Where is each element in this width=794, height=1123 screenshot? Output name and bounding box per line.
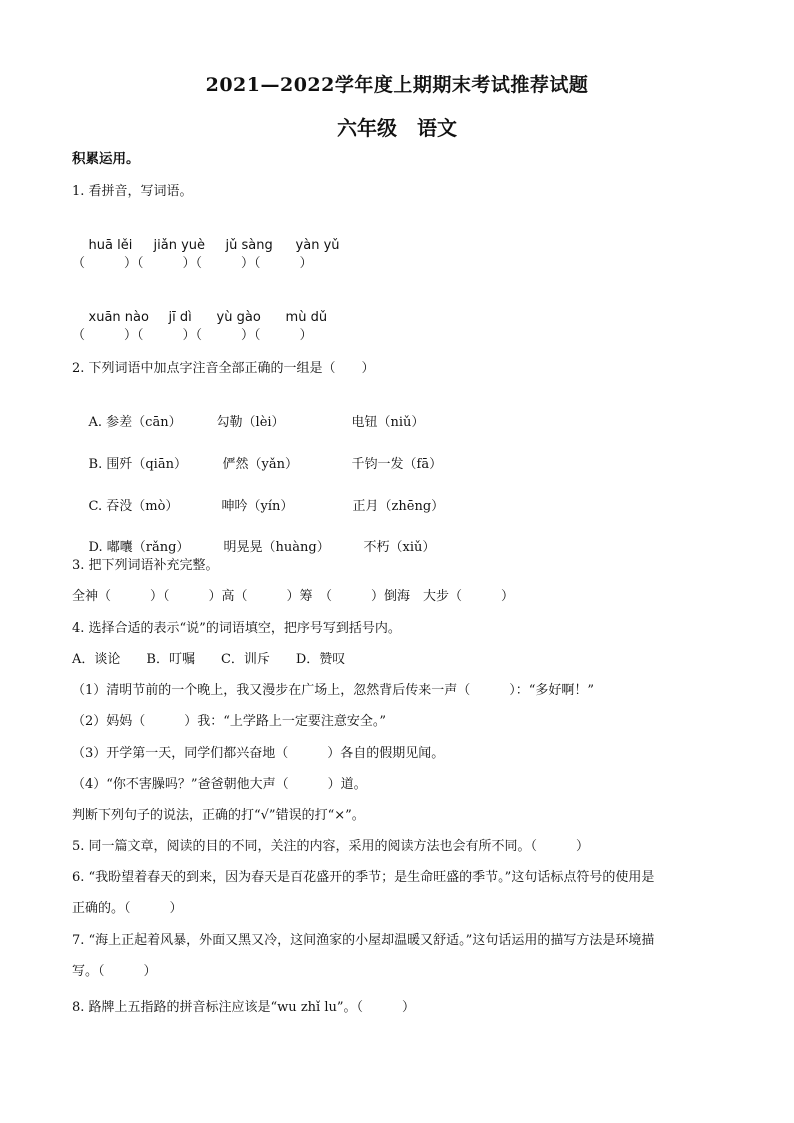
- q1-blank-row-1[interactable]: （ ）（ ）（ ）（ ）: [72, 256, 313, 271]
- option-word: D. 嘟囔（rǎng）: [88, 540, 190, 555]
- pinyin-word: mù dǔ: [285, 310, 328, 325]
- q3-stem: 3. 把下列词语补充完整。: [72, 558, 219, 573]
- option-word: 俨然（yǎn）: [222, 457, 298, 472]
- q1-blank-row-2[interactable]: （ ）（ ）（ ）（ ）: [72, 328, 313, 343]
- q7-line-1[interactable]: 7. “海上正起着风暴，外面又黑又冷，这间渔家的小屋却温暖又舒适。”这句话运用的描写方法是环境描: [72, 933, 655, 948]
- pinyin-word: yù gào: [216, 310, 261, 325]
- option-word: 正月（zhēng）: [352, 499, 445, 514]
- q4-choices: A．谈论 B．叮嘱 C．训斥 D．赞叹: [72, 652, 346, 667]
- q3-content[interactable]: 全神（ ）（ ）高（ ）筹 （ ）倒海 大步（ ）: [72, 589, 515, 604]
- page-title: 2021—2022学年度上期期末考试推荐试题: [205, 74, 589, 96]
- q4-item-2[interactable]: （2）妈妈（ ）我：“上学路上一定要注意安全。”: [72, 714, 387, 729]
- option-word: C. 吞没（mò）: [88, 499, 179, 514]
- option-word: 勾勒（lèi）: [216, 415, 285, 430]
- q6-line-1[interactable]: 6. “我盼望着春天的到来，因为春天是百花盛开的季节；是生命旺盛的季节。”这句话标点符号的使用是: [72, 870, 655, 885]
- pinyin-word: jǔ sàng: [225, 238, 273, 253]
- option-word: 不朽（xiǔ）: [363, 540, 436, 555]
- option-word: 明晃晃（huàng）: [223, 540, 330, 555]
- q4-stem: 4. 选择合适的表示“说”的词语填空，把序号写到括号内。: [72, 621, 401, 636]
- pinyin-word: yàn yǔ: [295, 238, 340, 253]
- option-word: A. 参差（cān）: [88, 415, 182, 430]
- q4-item-1[interactable]: （1）清明节前的一个晚上，我又漫步在广场上，忽然背后传来一声（ ）：“多好啊！”: [72, 683, 595, 698]
- q2-stem: 2. 下列词语中加点字注音全部正确的一组是（ ）: [72, 361, 375, 376]
- option-word: 千钧一发（fā）: [351, 457, 443, 472]
- pinyin-word: jī dì: [168, 310, 192, 325]
- pinyin-word: xuān nào: [88, 310, 149, 325]
- q4-item-4[interactable]: （4）“你不害臊吗？”爸爸朝他大声（ ）道。: [72, 777, 367, 792]
- q6-line-2[interactable]: 正确的。（ ）: [72, 901, 183, 916]
- q8[interactable]: 8. 路牌上五指路的拼音标注应该是“wu zhǐ lu”。（ ）: [72, 1000, 416, 1015]
- option-word: 电钮（niǔ）: [351, 415, 425, 430]
- pinyin-word: jiǎn yuè: [153, 238, 206, 253]
- q4-item-3[interactable]: （3）开学第一天，同学们都兴奋地（ ）各自的假期见闻。: [72, 746, 445, 761]
- q5[interactable]: 5. 同一篇文章，阅读的目的不同，关注的内容，采用的阅读方法也会有所不同。（ ）: [72, 839, 590, 854]
- option-word: B. 围歼（qiān）: [88, 457, 187, 472]
- judge-instruction: 判断下列句子的说法，正确的打“√”错误的打“×”。: [72, 808, 365, 823]
- option-word: 呻吟（yín）: [221, 499, 294, 514]
- pinyin-word: huā lěi: [88, 238, 133, 253]
- section-label: 积累运用。: [72, 151, 140, 167]
- page-subtitle: 六年级 语文: [337, 116, 457, 140]
- q1-stem: 1. 看拼音，写词语。: [72, 184, 193, 199]
- q7-line-2[interactable]: 写。（ ）: [72, 964, 157, 979]
